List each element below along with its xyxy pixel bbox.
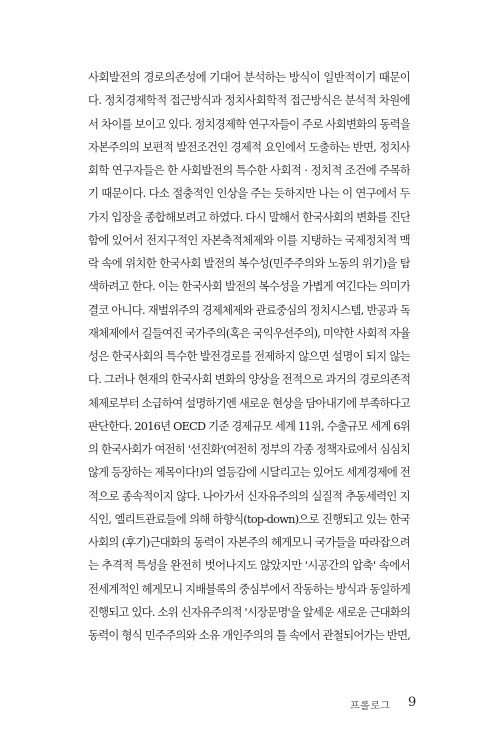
text-line: 진행되고 있다. 소위 신자유주의적 '시장문명'을 앞세운 새로운 근대화의 — [88, 605, 410, 619]
text-line: 회학 연구자들은 한 사회발전의 특수한 사회적 · 정치적 조건에 주목하 — [88, 164, 410, 177]
text-line: 체제로부터 소급하여 설명하기엔 새로운 현상을 담아내기에 부족하다고 — [88, 396, 410, 410]
text-line: 자본주의의 보편적 발전조건인 경제적 요인에서 도출하는 반면, 정치사 — [88, 140, 410, 154]
text-line: 동력이 형식 민주주의와 소유 개인주의의 틀 속에서 관철되어가는 반면, — [88, 629, 410, 642]
text-line: 사회의 (후기)근대화의 동력이 자본주의 헤게모니 국가들을 따라잡으려 — [88, 536, 410, 549]
text-line: 전세계적인 헤게모니 지배블록의 중심부에서 작동하는 방식과 동일하게 — [88, 582, 410, 596]
text-line: 성은 한국사회의 특수한 발전경로를 전제하지 않으면 설명이 되지 않는 — [88, 350, 410, 363]
text-line: 판단한다. 2016년 OECD 기준 경제규모 세계 11위, 수출규모 세계 6위 — [88, 419, 410, 433]
text-line: 함에 있어서 전지구적인 자본축적체제와 이를 지탱하는 국제정치적 맥 — [88, 233, 410, 247]
text-line: 가지 입장을 종합해보려고 하였다. 다시 말해서 한국사회의 변화를 진단 — [88, 210, 410, 224]
text-line: 재체제에서 길들여진 국가주의(혹은 국익우선주의), 미약한 사회적 자율 — [88, 326, 410, 340]
text-line: 색하려고 한다. 이는 한국사회 발전의 복수성을 가볍게 여긴다는 의미가 — [88, 280, 410, 294]
page-number: 9 — [408, 695, 417, 710]
running-head: 프롤로그 — [350, 701, 391, 712]
page-footer — [0, 697, 500, 715]
text-line: 다. 그러나 현재의 한국사회 변화의 양상을 전적으로 과거의 경로의존적 — [88, 373, 410, 387]
text-line: 다. 정치경제학적 접근방식과 정치사회학적 접근방식은 분석적 차원에 — [88, 94, 410, 108]
body-text — [88, 66, 410, 647]
text-line: 식인, 엘리트관료들에 의해 하향식(top-down)으로 진행되고 있는 한국 — [88, 512, 410, 526]
text-line: 의 한국사회가 여전히 '선진화'(여전히 정부의 각종 정책자료에서 심심치 — [88, 443, 410, 456]
text-line: 락 속에 위치한 한국사회 발전의 복수성(민주주의와 노동의 위기)을 탐 — [88, 257, 410, 270]
text-line: 는 추격적 특성을 완전히 벗어나지도 않았지만 '시공간의 압축' 속에서 — [88, 559, 410, 573]
text-line: 기 때문이다. 다소 절충적인 인상을 주는 듯하지만 나는 이 연구에서 두 — [88, 187, 410, 201]
text-line: 결코 아니다. 재벌위주의 경제체제와 관료중심의 정치시스템, 반공과 독 — [88, 303, 410, 317]
text-line: 적으로 종속적이지 않다. 나아가서 신자유주의의 실질적 추동세력인 지 — [88, 489, 410, 503]
text-line: 사회발전의 경로의존성에 기대어 분석하는 방식이 일반적이기 때문이 — [88, 71, 410, 84]
text-line: 서 차이를 보이고 있다. 정치경제학 연구자들이 주로 사회변화의 동력을 — [88, 117, 410, 131]
text-line: 않게 등장하는 제목이다!)의 열등감에 시달리고는 있어도 세계경제에 전 — [88, 466, 410, 480]
